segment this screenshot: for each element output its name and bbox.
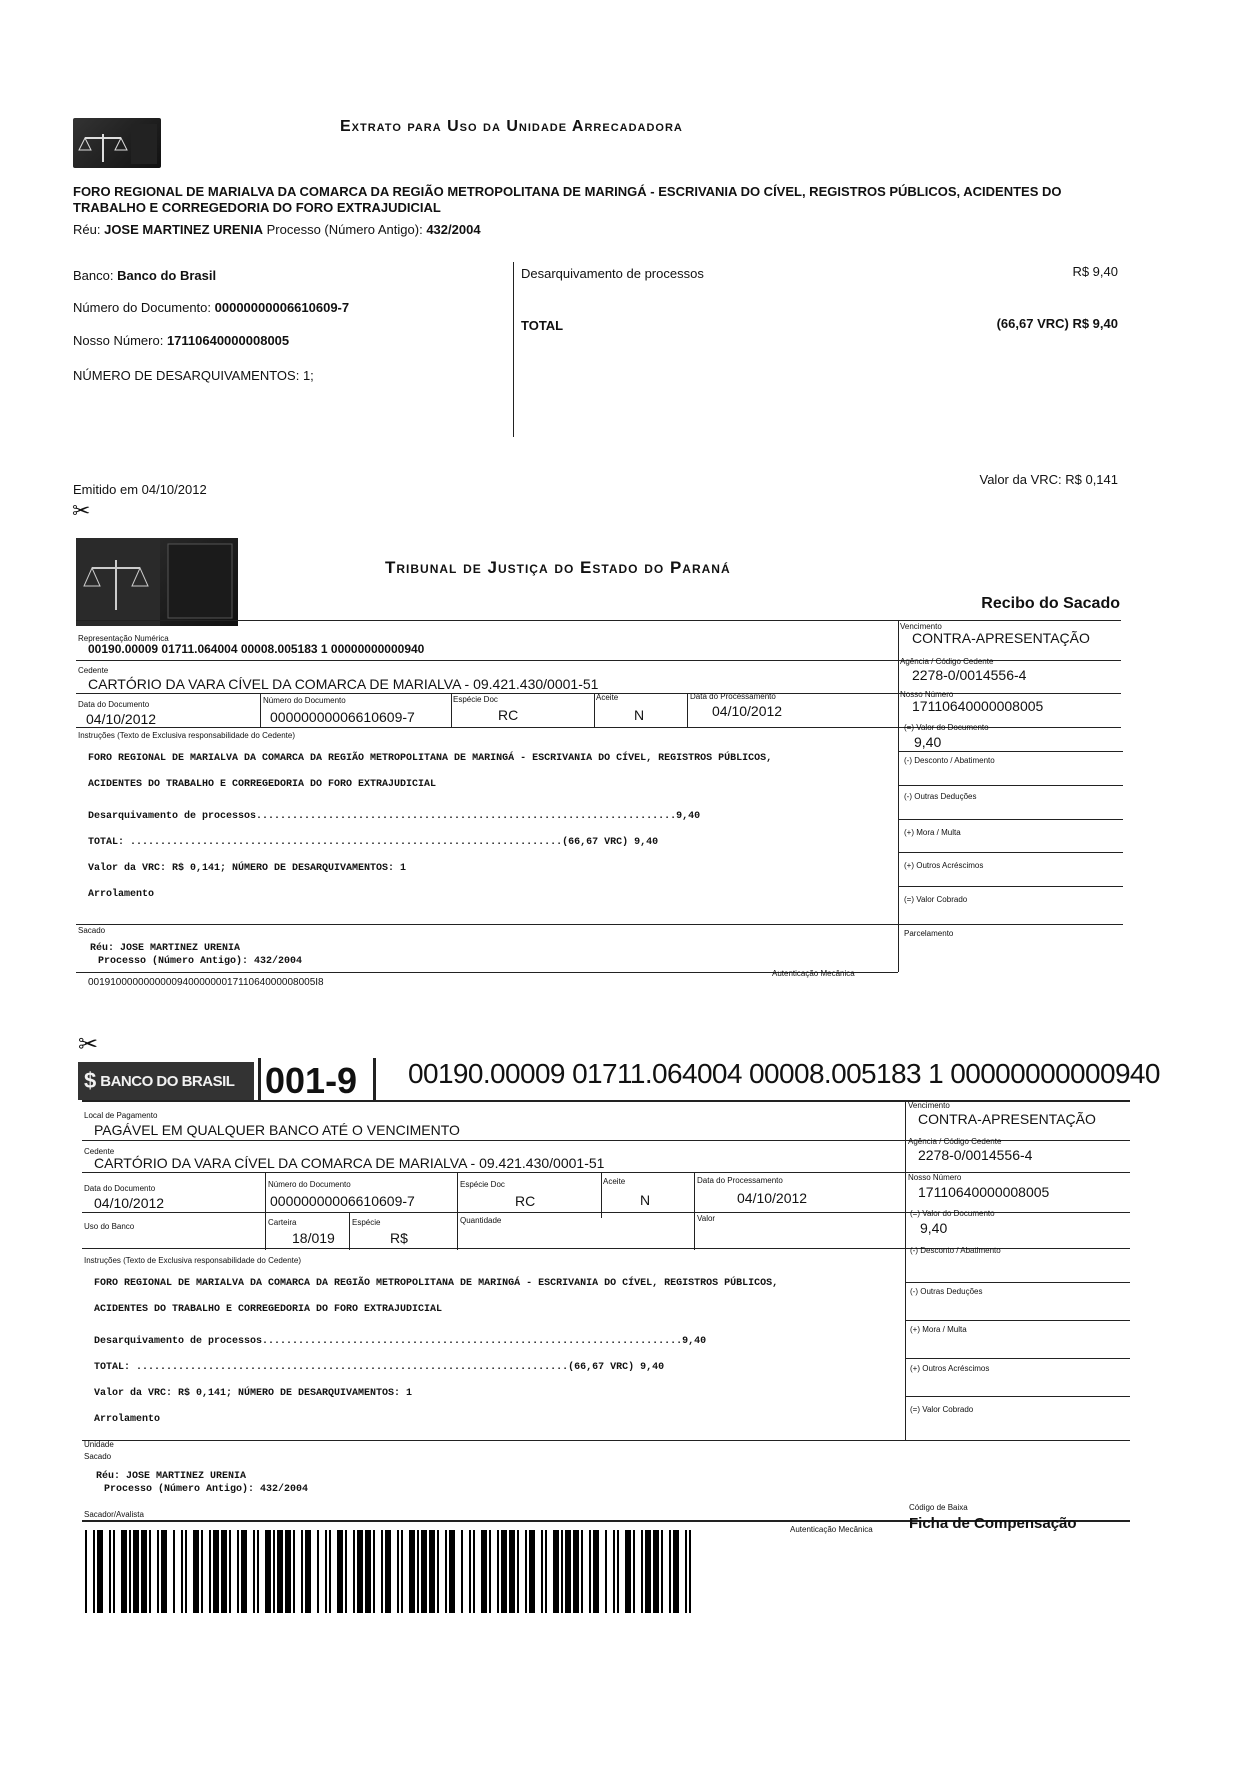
barcode-bar [525, 1530, 527, 1613]
autent-label: Autenticação Mecânica [790, 1525, 873, 1534]
total-label: TOTAL [521, 318, 564, 333]
sacado-line: Processo (Número Antigo): 432/2004 [104, 1484, 309, 1495]
instr-text [88, 739, 772, 914]
scissors-icon: ✂ [72, 498, 91, 523]
data-doc-label: Data do Documento [84, 1184, 156, 1193]
barcode-bar [481, 1530, 487, 1613]
barcode-bar [305, 1530, 311, 1613]
barcode-bar [221, 1530, 227, 1613]
autent-label: Autenticação Mecânica [772, 969, 855, 978]
barcode-bar [129, 1530, 131, 1613]
barcode-bar [317, 1530, 319, 1613]
barcode-bar [397, 1530, 399, 1613]
court-logo-large [76, 538, 238, 626]
sacado-text [90, 942, 302, 968]
data-proc-value: 04/10/2012 [712, 703, 783, 719]
barcode-bar [545, 1530, 547, 1613]
service-value: R$ 9,40 [1072, 264, 1118, 279]
num-doc-value: 00000000006610609-7 [270, 1193, 415, 1209]
barcode-bar [449, 1530, 455, 1613]
instr-line: TOTAL: ........................................................................(66,67 VRC) 9,40 [88, 837, 659, 848]
barcode-bar [409, 1530, 415, 1613]
sacado-line: Processo (Número Antigo): 432/2004 [98, 956, 303, 967]
recibo-barcode-number: 00191000000000009400000001711064000008005I8 [88, 977, 324, 988]
barcode-bar [641, 1530, 643, 1613]
barcode-bar [501, 1530, 507, 1613]
line [260, 693, 261, 727]
rep-label: Representação Numérica [78, 634, 169, 643]
instr-line: Arrolamento [94, 1414, 161, 1425]
agencia-label: Agência / Código Cedente [900, 657, 994, 666]
nosso-value: 17110640000008005 [166, 333, 290, 348]
barcode-bar [625, 1530, 631, 1613]
org-name: FORO REGIONAL DE MARIALVA DA COMARCA DA REGIÃO METROPOLITANA DE MARINGÁ - ESCRIVANIA DO CÍVEL, REGISTROS PÚBLICOS, ACIDENTES DO TRABALHO E CORREGEDORIA DO FORO EXTRAJUDICIAL [73, 184, 1062, 215]
line [457, 1212, 458, 1250]
local-label: Local de Pagamento [84, 1111, 158, 1120]
scissors-icon: ✂ [78, 1031, 99, 1058]
uso-banco-label: Uso do Banco [84, 1222, 135, 1231]
service-label: Desarquivamento de processos [521, 266, 704, 281]
barcode-bar [417, 1530, 419, 1613]
barcode-bar [553, 1530, 559, 1613]
especie-label: Espécie [352, 1218, 381, 1227]
barcode-bar [669, 1530, 671, 1613]
line [451, 693, 452, 727]
bank-code: 001-9 [265, 1060, 358, 1101]
especie-doc-label: Espécie Doc [460, 1180, 505, 1189]
barcode-bar [473, 1530, 475, 1613]
cobrado-label: (=) Valor Cobrado [910, 1405, 974, 1414]
aceite-value: N [640, 1192, 651, 1208]
valor-doc-value: 9,40 [914, 734, 942, 750]
nosso-value: 17110640000008005 [918, 1184, 1050, 1200]
line [265, 1212, 266, 1250]
instr-line: TOTAL: ........................................................................(66,67 VRC) 9,40 [94, 1362, 665, 1373]
barcode-bar [573, 1530, 579, 1613]
barcode-bar [241, 1530, 247, 1613]
barcode-bar [325, 1530, 327, 1613]
banco-value: Banco do Brasil [117, 268, 217, 283]
line [898, 620, 899, 972]
desconto-label: (-) Desconto / Abatimento [904, 756, 995, 765]
vrc-value: Valor da VRC: R$ 0,141 [979, 472, 1118, 487]
valor-doc-label: (=) Valor do Documento [904, 723, 989, 732]
barcode-bar [489, 1530, 491, 1613]
barcode-bar [277, 1530, 283, 1613]
line [905, 1358, 1130, 1359]
processo-value: 432/2004 [426, 222, 481, 237]
barcode-bar [633, 1530, 635, 1613]
line [594, 693, 595, 727]
num-doc-value: 00000000006610609-7 [270, 709, 415, 725]
line [905, 1396, 1130, 1397]
barcode-bar [97, 1530, 103, 1613]
barcode-bar [437, 1530, 439, 1613]
rep-value: 00190.00009 01711.064004 00008.005183 1 00000000000940 [88, 642, 425, 656]
barcode-bar [673, 1530, 679, 1613]
barcode-bar [229, 1530, 231, 1613]
valor-doc-value: 9,40 [920, 1220, 948, 1236]
barcode-bar [373, 1530, 375, 1613]
barcode-bar [157, 1530, 159, 1613]
agencia-label: Agência / Código Cedente [908, 1137, 1002, 1146]
num-doc-label: Número do Documento: [73, 300, 212, 315]
aceite-label: Aceite [603, 1177, 626, 1186]
extrato-divider [513, 262, 514, 437]
venc-value: CONTRA-APRESENTAÇÃO [912, 630, 1090, 646]
barcode-bar [381, 1530, 383, 1613]
barcode-bar [201, 1530, 203, 1613]
barcode-bar [561, 1530, 563, 1613]
barcode-bar [497, 1530, 499, 1613]
data-proc-label: Data do Processamento [697, 1176, 783, 1185]
instr-line: FORO REGIONAL DE MARIALVA DA COMARCA DA REGIÃO METROPOLITANA DE MARINGÁ - ESCRIVANIA DO CÍVEL, REGISTROS PÚBLICOS, [88, 753, 773, 764]
barcode-bar [209, 1530, 211, 1613]
barcode [85, 1530, 700, 1613]
cod-baixa-label: Código de Baixa [909, 1503, 968, 1512]
barcode-bar [293, 1530, 295, 1613]
venc-value: CONTRA-APRESENTAÇÃO [918, 1111, 1096, 1127]
banco-label: Banco: [73, 268, 114, 283]
barcode-bar [253, 1530, 255, 1613]
reu-line [73, 222, 481, 237]
barcode-bar [337, 1530, 343, 1613]
barcode-bar [273, 1530, 275, 1613]
line [905, 1320, 1130, 1321]
barcode-bar [445, 1530, 447, 1613]
sacado-line: Réu: JOSE MARTINEZ URENIA [90, 943, 241, 954]
processo-label: Processo (Número Antigo): [266, 222, 423, 237]
extrato-title: Extrato para Uso da Unidade Arrecadadora [340, 118, 683, 135]
line [898, 852, 1123, 853]
desarq-count: NÚMERO DE DESARQUIVAMENTOS: 1; [73, 368, 314, 383]
data-doc-value: 04/10/2012 [94, 1195, 165, 1211]
instr-line: Desarquivamento de processos......................................................................9,40 [94, 1336, 707, 1347]
instr-line: Arrolamento [88, 889, 155, 900]
nosso-label: Nosso Número [908, 1173, 962, 1182]
agencia-value: 2278-0/0014556-4 [918, 1147, 1033, 1163]
total-value: (66,67 VRC) R$ 9,40 [996, 316, 1118, 331]
barcode-bar [469, 1530, 471, 1613]
barcode-bar [285, 1530, 291, 1613]
barcode-bar [593, 1530, 599, 1613]
recibo-title: Recibo do Sacado [981, 595, 1120, 612]
reu-label: Réu: [73, 222, 101, 237]
barcode-bar [401, 1530, 403, 1613]
barcode-bar [613, 1530, 615, 1613]
line [373, 1058, 376, 1102]
barcode-bar [589, 1530, 591, 1613]
nosso-label: Nosso Número: [73, 333, 164, 348]
sacado-text [96, 1470, 308, 1496]
court-logo [73, 118, 161, 168]
outros-acr-label: (+) Outros Acréscimos [910, 1364, 990, 1373]
extrato-banco [73, 268, 216, 283]
data-proc-value: 04/10/2012 [737, 1190, 808, 1206]
nosso-label: Nosso Número [900, 690, 954, 699]
line [898, 751, 1123, 752]
quantidade-label: Quantidade [460, 1216, 502, 1225]
barcode-bar [661, 1530, 663, 1613]
instr-label: Instruções (Texto de Exclusiva responsabilidade do Cedente) [84, 1256, 302, 1265]
outras-ded-label: (-) Outras Deduções [910, 1287, 983, 1296]
valor-doc-label: (=) Valor do Documento [910, 1209, 995, 1218]
carteira-label: Carteira [268, 1218, 297, 1227]
especie-value: R$ [390, 1230, 408, 1246]
num-doc-label: Número do Documento [268, 1180, 351, 1189]
barcode-bar [509, 1530, 515, 1613]
especie-doc-label: Espécie Doc [453, 695, 498, 704]
extrato-nosso [73, 333, 289, 348]
cobrado-label: (=) Valor Cobrado [904, 895, 968, 904]
cedente-label: Cedente [78, 666, 109, 675]
bb-symbol-icon: $ [84, 1068, 97, 1093]
barcode-bar [385, 1530, 391, 1613]
desconto-label: (-) Desconto / Abatimento [910, 1246, 1001, 1255]
barcode-bar [461, 1530, 463, 1613]
barcode-bar [329, 1530, 331, 1613]
scales-icon [76, 538, 238, 626]
local-value: PAGÁVEL EM QUALQUER BANCO ATÉ O VENCIMENTO [94, 1122, 460, 1138]
outros-acr-label: (+) Outros Acréscimos [904, 861, 984, 870]
barcode-bar [581, 1530, 583, 1613]
line [687, 693, 688, 727]
instr-line: ACIDENTES DO TRABALHO E CORREGEDORIA DO FORO EXTRAJUDICIAL [88, 779, 437, 790]
line [76, 620, 1121, 621]
scales-icon [73, 118, 161, 168]
barcode-bar [689, 1530, 691, 1613]
barcode-bar [653, 1530, 659, 1613]
cedente-value: CARTÓRIO DA VARA CÍVEL DA COMARCA DE MARIALVA - 09.421.430/0001-51 [88, 676, 599, 692]
barcode-bar [685, 1530, 687, 1613]
avalista-label: Sacador/Avalista [84, 1510, 144, 1519]
line [349, 1212, 350, 1250]
ficha-title: Ficha de Compensação [909, 1515, 1077, 1532]
barcode-bar [301, 1530, 303, 1613]
especie-doc-value: RC [498, 707, 519, 723]
sacado-label: Sacado [84, 1452, 112, 1461]
line [898, 819, 1123, 820]
barcode-bar [213, 1530, 219, 1613]
barcode-bar [149, 1530, 151, 1613]
cedente-value: CARTÓRIO DA VARA CÍVEL DA COMARCA DE MARIALVA - 09.421.430/0001-51 [94, 1155, 605, 1171]
instr-line: Desarquivamento de processos......................................................................9,40 [88, 811, 701, 822]
line [905, 1100, 906, 1440]
aceite-value: N [634, 707, 645, 723]
barcode-bar [121, 1530, 127, 1613]
instr-line: Valor da VRC: R$ 0,141; NÚMERO DE DESARQUIVAMENTOS: 1 [88, 863, 407, 874]
nosso-value: 17110640000008005 [912, 698, 1044, 714]
data-doc-value: 04/10/2012 [86, 711, 157, 727]
barcode-bar [565, 1530, 571, 1613]
data-proc-label: Data do Processamento [690, 692, 776, 701]
barcode-bar [353, 1530, 355, 1613]
sacado-line: Réu: JOSE MARTINEZ URENIA [96, 1471, 247, 1482]
sacado-label: Sacado [78, 926, 106, 935]
agencia-value: 2278-0/0014556-4 [912, 667, 1027, 683]
line [82, 1440, 1130, 1441]
instr-text [94, 1264, 778, 1439]
barcode-bar [257, 1530, 259, 1613]
reu-name: JOSE MARTINEZ URENIA [104, 222, 263, 237]
instr-label: Instruções (Texto de Exclusiva responsabilidade do Cedente) [78, 731, 296, 740]
barcode-bar [93, 1530, 95, 1613]
barcode-bar [185, 1530, 187, 1613]
data-doc-label: Data do Documento [78, 700, 150, 709]
aceite-label: Aceite [596, 693, 619, 702]
barcode-bar [645, 1530, 651, 1613]
barcode-bar [605, 1530, 607, 1613]
barcode-bar [237, 1530, 239, 1613]
instr-line: Valor da VRC: R$ 0,141; NÚMERO DE DESARQUIVAMENTOS: 1 [94, 1388, 413, 1399]
barcode-bar [365, 1530, 371, 1613]
venc-label: Vencimento [908, 1101, 950, 1110]
barcode-bar [133, 1530, 139, 1613]
barcode-bar [193, 1530, 199, 1613]
line [76, 924, 1123, 925]
cedente-label: Cedente [84, 1147, 115, 1156]
barcode-bar [141, 1530, 147, 1613]
court-title: Tribunal de Justiça do Estado do Paraná [385, 558, 731, 577]
barcode-bar [109, 1530, 111, 1613]
emitido: Emitido em 04/10/2012 [73, 482, 207, 497]
extrato-num-doc [73, 300, 349, 315]
line [905, 1282, 1130, 1283]
barcode-bar [421, 1530, 427, 1613]
barcode-bar [85, 1530, 87, 1613]
barcode-bar [529, 1530, 535, 1613]
line [694, 1212, 695, 1250]
instr-line: FORO REGIONAL DE MARIALVA DA COMARCA DA REGIÃO METROPOLITANA DE MARINGÁ - ESCRIVANIA DO CÍVEL, REGISTROS PÚBLICOS, [94, 1278, 779, 1289]
barcode-bar [265, 1530, 271, 1613]
unidade-label: Unidade [84, 1440, 114, 1449]
num-doc-label: Número do Documento [263, 696, 346, 705]
mora-label: (+) Mora / Multa [904, 828, 961, 837]
valor-label: Valor [697, 1214, 716, 1223]
barcode-bar [617, 1530, 619, 1613]
venc-label: Vencimento [900, 622, 942, 631]
line [898, 785, 1123, 786]
instr-line: ACIDENTES DO TRABALHO E CORREGEDORIA DO FORO EXTRAJUDICIAL [94, 1304, 443, 1315]
outras-ded-label: (-) Outras Deduções [904, 792, 977, 801]
barcode-bar [181, 1530, 183, 1613]
bank-logo-text: BANCO DO BRASIL [100, 1072, 235, 1090]
num-doc-value: 00000000006610609-7 [214, 300, 350, 315]
line [898, 886, 1123, 887]
line [258, 1058, 261, 1102]
carteira-value: 18/019 [292, 1230, 335, 1246]
bank-logo [78, 1062, 254, 1100]
barcode-bar [345, 1530, 347, 1613]
barcode-bar [161, 1530, 167, 1613]
barcode-bar [173, 1530, 175, 1613]
barcode-bar [113, 1530, 115, 1613]
parcel-label: Parcelamento [904, 929, 954, 938]
linha-digitavel: 00190.00009 01711.064004 00008.005183 1 00000000000940 [408, 1058, 1160, 1089]
especie-doc-value: RC [515, 1193, 536, 1209]
mora-label: (+) Mora / Multa [910, 1325, 967, 1334]
barcode-bar [517, 1530, 519, 1613]
barcode-bar [541, 1530, 543, 1613]
barcode-bar [429, 1530, 435, 1613]
barcode-bar [357, 1530, 363, 1613]
